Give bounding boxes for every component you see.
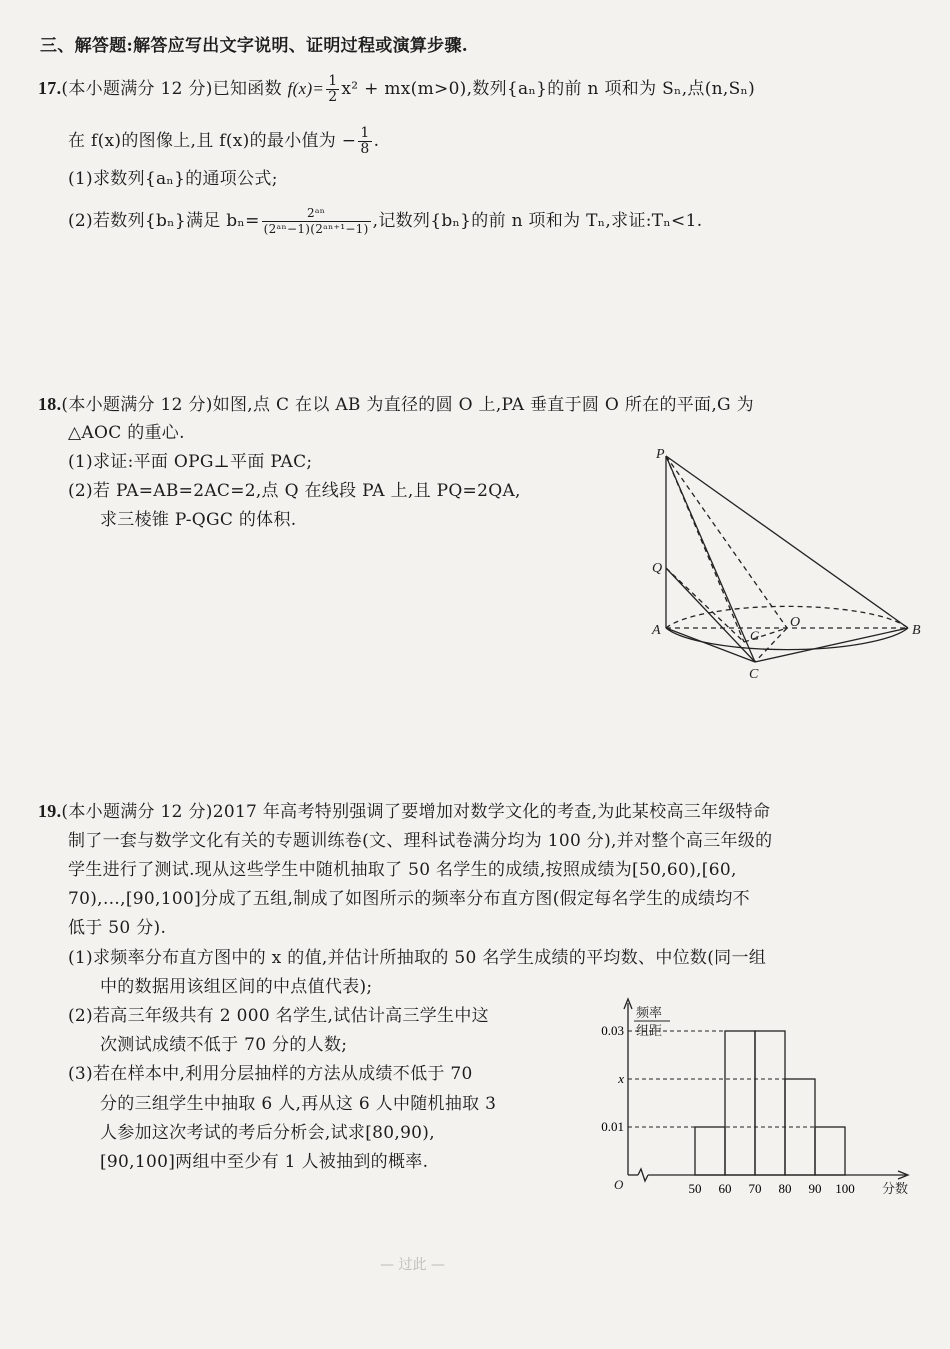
q18-figure <box>640 440 930 690</box>
y-tick-label: x <box>618 1071 624 1086</box>
histogram-bar <box>725 1031 755 1175</box>
x-tick-label: 50 <box>688 1181 702 1196</box>
base-ellipse-front <box>666 628 908 650</box>
y-tick-label: 0.01 <box>601 1119 624 1134</box>
segment-qg <box>666 568 744 642</box>
q17-line1-prefix: (本小题满分 12 分)已知函数 <box>61 79 288 99</box>
q18-line2: △AOC 的重心. <box>68 423 185 443</box>
x-tick-label: 100 <box>835 1181 855 1196</box>
q19-line5: 低于 50 分). <box>68 918 167 938</box>
q18-part2b: 求三棱锥 P-QGC 的体积. <box>100 510 297 530</box>
x-axis-break <box>638 1169 648 1181</box>
histogram-bar <box>815 1127 845 1175</box>
label-c: C <box>749 667 759 682</box>
x-tick-label: 70 <box>748 1181 762 1196</box>
q17-half-fraction: $\frac{1}{2}$ <box>328 73 338 105</box>
q19-part3-line4: [90,100]两组中至少有 1 人被抽到的概率. <box>100 1152 429 1172</box>
q17-part1: (1)求数列{aₙ}的通项公式; <box>68 169 278 189</box>
q19-line2: 制了一套与数学文化有关的专题训练卷(文、理科试卷满分均为 100 分),并对整个高三年级的 <box>68 831 773 851</box>
q19-part3-line2: 分的三组学生中抽取 6 人,再从这 6 人中随机抽取 3 <box>100 1094 497 1114</box>
q19-part3-line1: (3)若在样本中,利用分层抽样的方法从成绩不低于 70 <box>68 1064 473 1084</box>
x-tick-label: 60 <box>718 1181 732 1196</box>
q17-line1 <box>38 74 755 105</box>
label-o: O <box>790 615 801 630</box>
q17-part2-prefix: (2)若数列{bₙ}满足 bₙ= <box>68 211 260 231</box>
q19-part3-line3: 人参加这次考试的考后分析会,试求[80,90), <box>100 1123 435 1143</box>
q18-line1-text: (本小题满分 12 分)如图,点 C 在以 AB 为直径的圆 O 上,PA 垂直于圆 O 所在的平面,G 为 <box>61 395 754 415</box>
x-label: 分数 <box>882 1181 909 1196</box>
histogram-bar <box>755 1031 785 1175</box>
q18-number: 18. <box>38 394 62 414</box>
q17-fx: f(x)= <box>287 79 325 98</box>
y-label-bottom: 组距 <box>636 1023 663 1038</box>
q19-number: 19. <box>38 801 62 821</box>
segment-ac <box>666 628 755 662</box>
segment-po <box>666 456 787 628</box>
q19-line3: 学生进行了测试.现从这些学生中随机抽取了 50 名学生的成绩,按照成绩为[50,60),[60, <box>68 860 737 880</box>
q17-part2-suffix: ,记数列{bₙ}的前 n 项和为 Tₙ,求证:Tₙ<1. <box>372 211 703 231</box>
base-ellipse-back <box>666 606 908 628</box>
q19-line1 <box>38 799 770 824</box>
q17-eighth-fraction: $\frac{1}{8}$ <box>360 125 370 157</box>
q19-line1-text: (本小题满分 12 分)2017 年高考特别强调了要增加对数学文化的考查,为此某校高三年级特命 <box>61 802 771 822</box>
y-label-top: 频率 <box>636 1005 663 1020</box>
y-tick-label: 0.03 <box>601 1023 624 1038</box>
q17-number: 17. <box>38 78 62 98</box>
q19-line4: 70),…,[90,100]分成了五组,制成了如图所示的频率分布直方图(假定每名学生的成绩均不 <box>68 889 750 909</box>
q19-part2-line2: 次测试成绩不低于 70 分的人数; <box>100 1035 348 1055</box>
x-tick-label: 90 <box>808 1181 822 1196</box>
q19-part2-line1: (2)若高三年级共有 2 000 名学生,试估计高三学生中这 <box>68 1006 489 1026</box>
frequency-histogram <box>590 995 930 1205</box>
segment-qc <box>666 568 755 662</box>
q18-part2a: (2)若 PA=AB=2AC=2,点 Q 在线段 PA 上,且 PQ=2QA, <box>68 481 521 501</box>
label-q: Q <box>652 561 663 576</box>
q19-part1-line1: (1)求频率分布直方图中的 x 的值,并估计所抽取的 50 名学生成绩的平均数、中位数(同一组 <box>68 948 767 968</box>
segment-bc <box>755 628 908 662</box>
q18-part1: (1)求证:平面 OPG⊥平面 PAC; <box>68 452 313 472</box>
q18-line1 <box>38 392 754 417</box>
q17-line1-mid: x² + mx(m>0),数列{aₙ}的前 n 项和为 Sₙ,点(n,Sₙ) <box>341 79 756 99</box>
bleed-text: — 过此 — <box>380 1257 445 1273</box>
q17-bn-fraction: $\frac{\text{2ᵃⁿ}}{\text{(2ᵃⁿ−1)(2ᵃⁿ⁺¹−1)}}$ <box>263 206 369 236</box>
label-p: P <box>656 447 665 462</box>
histogram-bar <box>695 1127 725 1175</box>
q17-line2 <box>68 126 379 157</box>
label-a: A <box>652 623 661 638</box>
q17-line2-prefix: 在 f(x)的图像上,且 f(x)的最小值为 − <box>68 131 357 151</box>
q17-line2-suffix: . <box>373 131 380 151</box>
q19-part1-line2: 中的数据用该组区间的中点值代表); <box>100 977 373 997</box>
origin-label: O <box>614 1177 624 1192</box>
label-b: B <box>912 623 921 638</box>
q17-part2 <box>68 206 702 237</box>
x-tick-label: 80 <box>778 1181 792 1196</box>
label-g: G <box>750 628 760 643</box>
section-header: 三、解答题:解答应写出文字说明、证明过程或演算步骤. <box>40 36 468 56</box>
